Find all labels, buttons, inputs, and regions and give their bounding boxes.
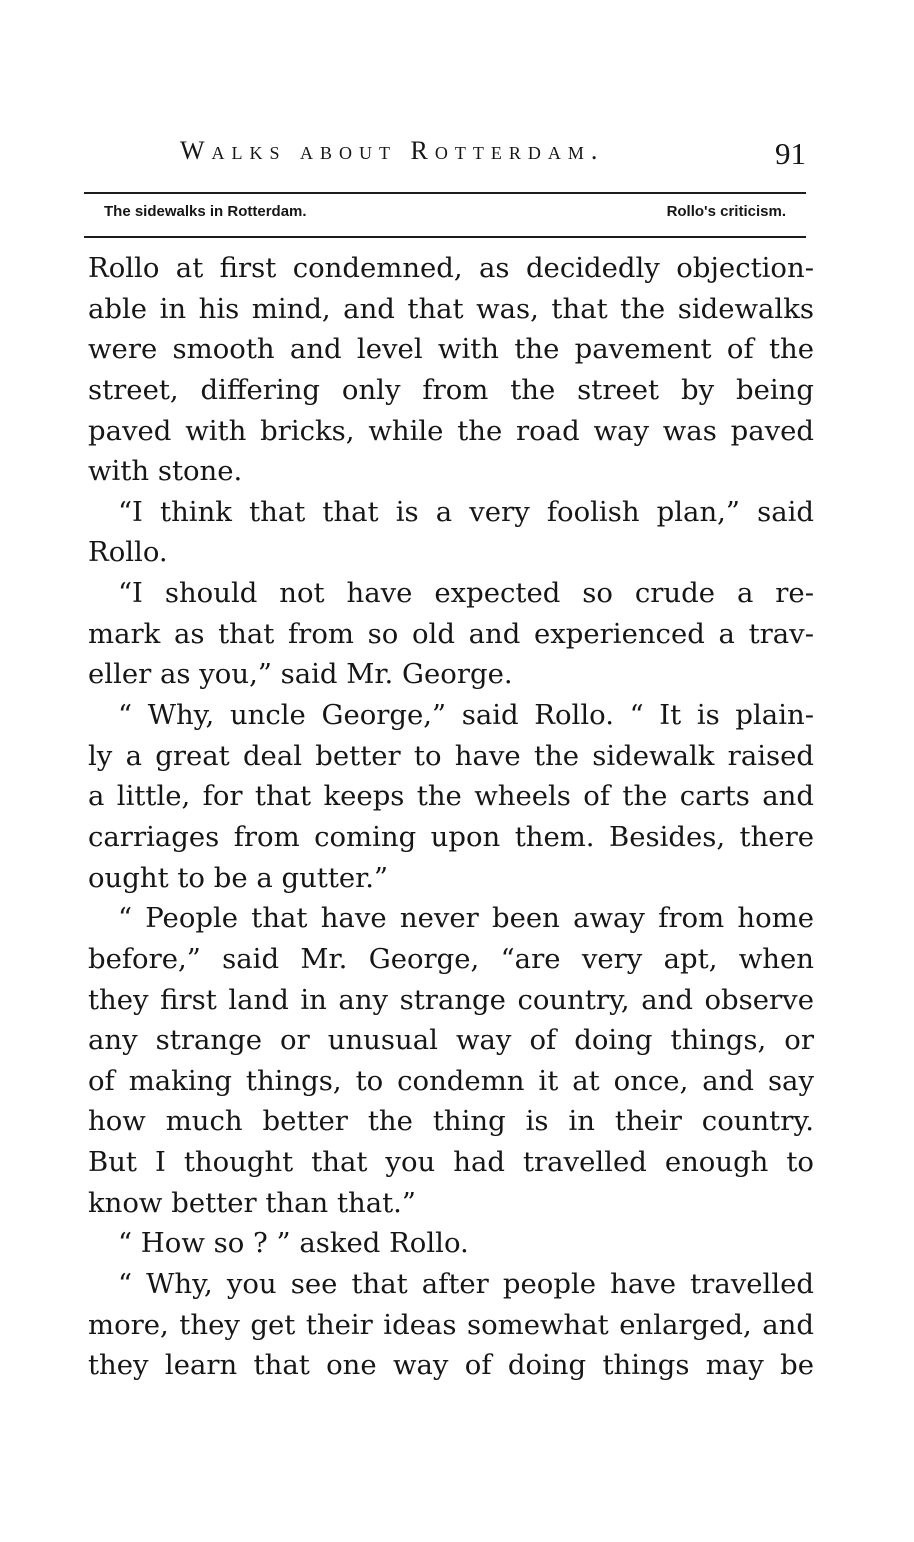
text-line: Rollo. <box>88 536 168 569</box>
text-line: able in his mind, and that was, that the sidewalks <box>88 292 814 325</box>
section-subheads <box>104 203 786 227</box>
text-line: eller as you,” said Mr. George. <box>88 658 513 691</box>
text-line: a little, for that keeps the wheels of the carts and <box>88 780 814 813</box>
header-rule-top <box>84 192 806 194</box>
text-line: “ Why, you see that after people have travelled <box>118 1268 814 1301</box>
text-line: ought to be a gutter.” <box>88 861 389 894</box>
text-line: Rollo at first condemned, as decidedly objection- <box>88 252 814 284</box>
text-line: were smooth and level with the pavement of the <box>88 333 814 366</box>
left-subhead: The sidewalks in Rotterdam. <box>104 203 307 220</box>
running-title: Walks about Rotterdam. <box>180 136 605 165</box>
page-number: 91 <box>775 136 806 171</box>
text-line: street, differing only from the street by being <box>88 373 814 406</box>
text-line: know better than that.” <box>88 1186 416 1219</box>
text-line: “ How so ? ” asked Rollo. <box>118 1227 469 1260</box>
text-line: they learn that one way of doing things may be <box>88 1349 814 1382</box>
text-line: before,” said Mr. George, “are very apt, when <box>88 942 814 975</box>
text-line: paved with bricks, while the road way was paved <box>88 414 814 447</box>
text-line: they first land in any strange country, and observe <box>88 983 814 1016</box>
text-line: carriages from coming upon them. Besides, there <box>88 820 814 853</box>
right-subhead: Rollo's criticism. <box>666 203 786 220</box>
text-line: But I thought that you had travelled enough to <box>88 1146 814 1179</box>
header-rule-bottom <box>84 236 806 238</box>
text-line: how much better the thing is in their country. <box>88 1105 814 1138</box>
running-head <box>84 136 806 176</box>
text-line: with stone. <box>88 455 243 488</box>
text-line: mark as that from so old and experienced a trav- <box>88 617 814 650</box>
text-line: “I think that that is a very foolish plan,” said <box>118 495 814 528</box>
text-line: any strange or unusual way of doing things, or <box>88 1024 814 1057</box>
text-line: “I should not have expected so crude a re- <box>118 577 814 610</box>
text-line: “ Why, uncle George,” said Rollo. “ It is plain- <box>118 699 814 732</box>
body-text <box>88 248 814 1386</box>
text-line: “ People that have never been away from home <box>118 902 814 935</box>
text-line: of making things, to condemn it at once, and say <box>88 1064 814 1097</box>
text-line: more, they get their ideas somewhat enlarged, and <box>88 1308 814 1341</box>
text-line: ly a great deal better to have the sidewalk raised <box>88 739 814 772</box>
